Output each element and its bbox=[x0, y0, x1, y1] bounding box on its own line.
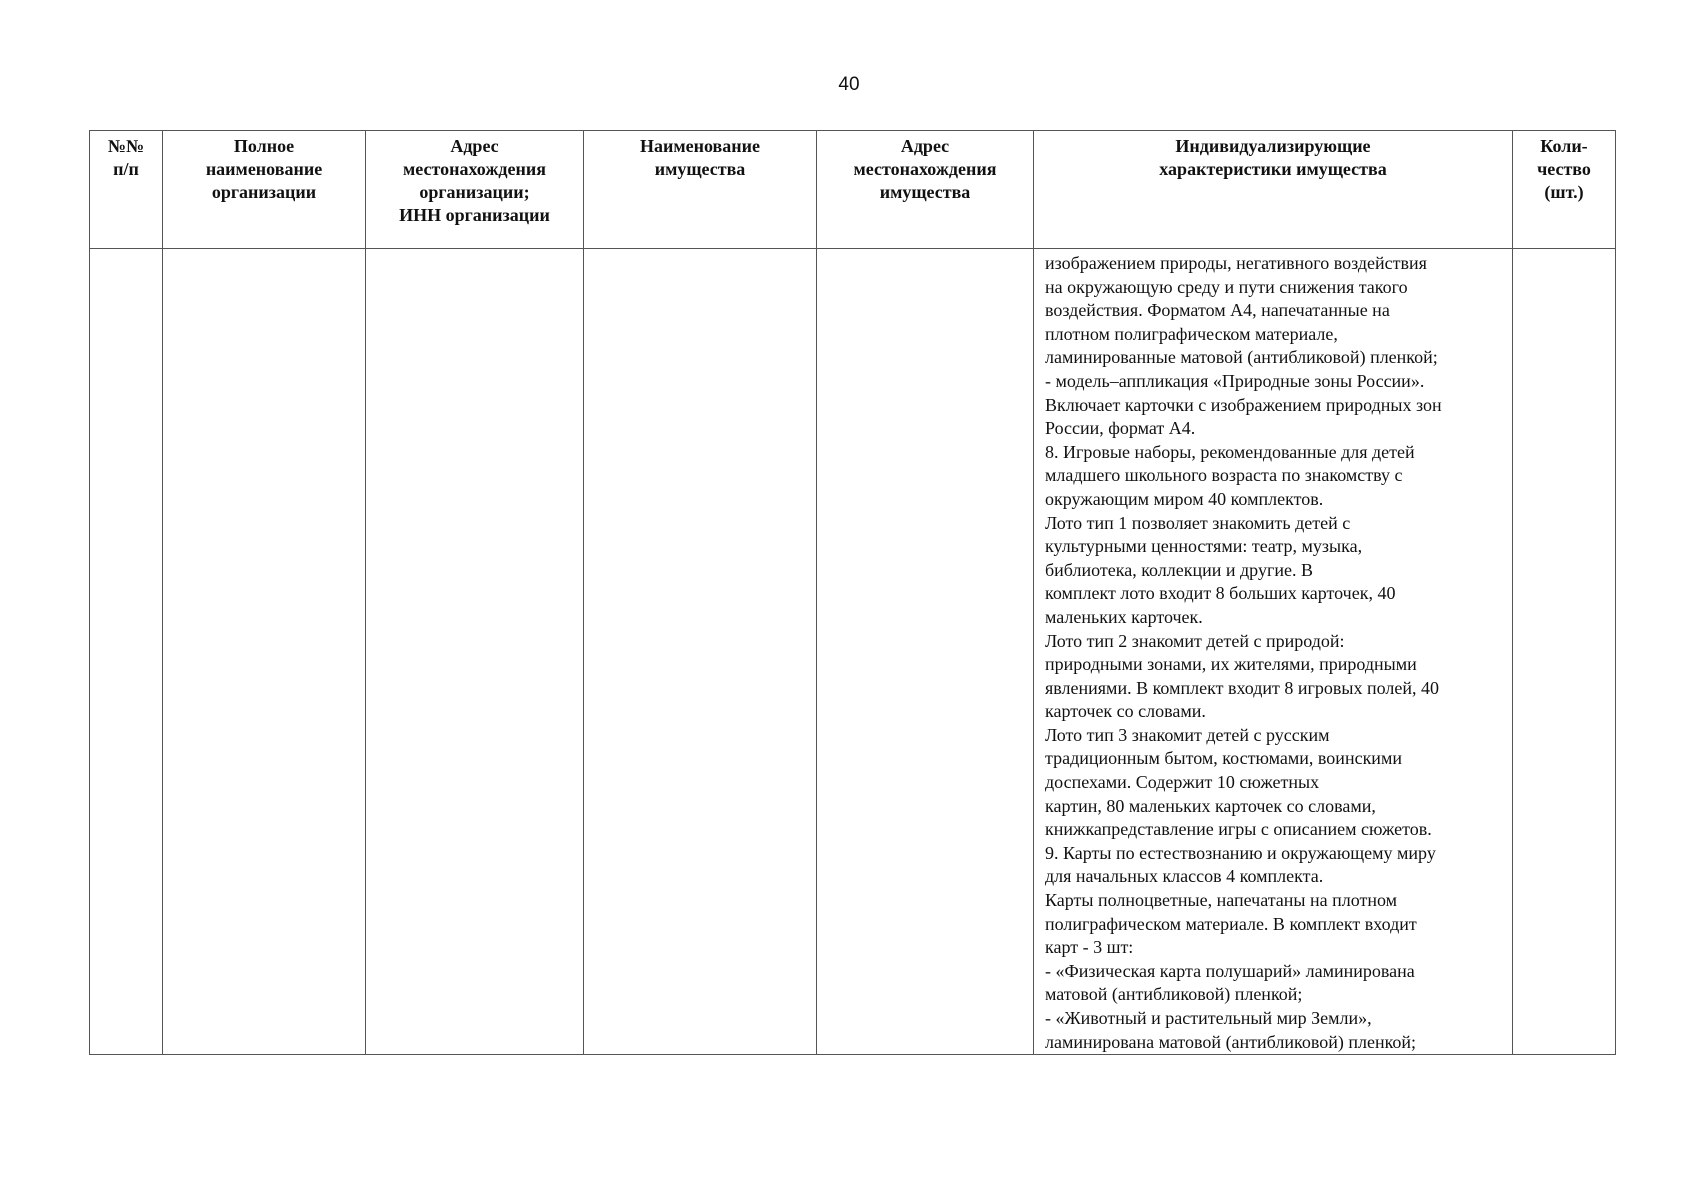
characteristics-line: карточек со словами. bbox=[1045, 701, 1206, 722]
characteristics-line: явлениями. В комплект входит 8 игровых полей, 40 bbox=[1045, 677, 1440, 698]
header-line: Наименование bbox=[640, 136, 760, 156]
header-quantity bbox=[1513, 131, 1616, 249]
header-line: местонахождения bbox=[403, 159, 546, 179]
characteristics-line: культурными ценностями: театр, музыка, bbox=[1045, 536, 1363, 557]
characteristics-line: 9. Карты по естествознанию и окружающему миру bbox=[1045, 842, 1436, 863]
page-number: 40 bbox=[838, 74, 860, 95]
header-property-characteristics bbox=[1034, 131, 1513, 249]
characteristics-line: России, формат А4. bbox=[1045, 418, 1196, 439]
characteristics-line: 8. Игровые наборы, рекомендованные для детей bbox=[1045, 441, 1415, 462]
characteristics-line: для начальных классов 4 комплекта. bbox=[1045, 866, 1324, 887]
header-line: ИНН организации bbox=[399, 205, 550, 225]
table-header-row bbox=[90, 131, 1616, 249]
header-line: организации bbox=[211, 182, 317, 202]
characteristics-line: изображением природы, негативного воздействия bbox=[1045, 253, 1427, 273]
characteristics-line: карт - 3 шт: bbox=[1045, 937, 1134, 958]
header-line: имущества bbox=[654, 159, 746, 179]
header-line: (шт.) bbox=[1544, 182, 1584, 202]
header-line: характеристики имущества bbox=[1159, 159, 1387, 179]
header-property-name bbox=[584, 131, 817, 249]
characteristics-line: младшего школьного возраста по знакомству с bbox=[1045, 465, 1403, 486]
header-line: №№ bbox=[107, 136, 145, 156]
header-organization-name bbox=[163, 131, 366, 249]
cell-row-number bbox=[90, 249, 163, 1055]
characteristics-line: - «Животный и растительный мир Земли», bbox=[1045, 1008, 1372, 1028]
characteristics-line: плотном полиграфическом материале, bbox=[1045, 323, 1338, 344]
property-registry-table bbox=[89, 130, 1616, 1055]
header-line: имущества bbox=[879, 182, 971, 202]
characteristics-line: Включает карточки с изображением природных зон bbox=[1045, 394, 1442, 415]
header-line: местонахождения bbox=[853, 159, 997, 179]
header-property-address bbox=[817, 131, 1034, 249]
table-row bbox=[90, 249, 1616, 1055]
header-line: организации; bbox=[419, 182, 530, 202]
characteristics-line: - «Физическая карта полушарий» ламинирована bbox=[1045, 960, 1415, 981]
header-organization-address-inn bbox=[366, 131, 584, 249]
characteristics-line: комплект лото входит 8 больших карточек, 40 bbox=[1045, 583, 1396, 604]
characteristics-line: Лото тип 2 знакомит детей с природой: bbox=[1045, 630, 1345, 651]
characteristics-line: традиционным бытом, костюмами, воинскими bbox=[1045, 748, 1402, 769]
header-line: Адрес bbox=[900, 136, 950, 156]
header-line: Индивидуализирующие bbox=[1175, 136, 1371, 156]
header-line: Адрес bbox=[450, 136, 499, 156]
characteristics-line: полиграфическом материале. В комплект входит bbox=[1045, 913, 1417, 934]
characteristics-line: Лото тип 1 позволяет знакомить детей с bbox=[1045, 512, 1351, 533]
characteristics-line: матовой (антибликовой) пленкой; bbox=[1045, 984, 1303, 1005]
cell-property-characteristics bbox=[1034, 249, 1513, 1055]
characteristics-line: воздействия. Форматом А4, напечатанные на bbox=[1045, 300, 1390, 321]
characteristics-line: окружающим миром 40 комплектов. bbox=[1045, 488, 1324, 509]
characteristics-line: ламинирована матовой (антибликовой) пленкой; bbox=[1045, 1031, 1417, 1052]
header-line: Коли- bbox=[1540, 136, 1588, 156]
header-line: наименование bbox=[205, 159, 323, 179]
cell-organization-address-inn bbox=[366, 249, 584, 1055]
cell-organization-name bbox=[163, 249, 366, 1055]
characteristics-line: ламинированные матовой (антибликовой) пленкой; bbox=[1045, 347, 1438, 368]
characteristics-line: природными зонами, их жителями, природными bbox=[1045, 654, 1417, 675]
header-line: чество bbox=[1537, 159, 1591, 179]
characteristics-line: Лото тип 3 знакомит детей с русским bbox=[1045, 724, 1330, 745]
header-row-number bbox=[90, 131, 163, 249]
cell-property-address bbox=[817, 249, 1034, 1055]
characteristics-line: на окружающую среду и пути снижения такого bbox=[1045, 276, 1408, 297]
characteristics-line: книжкапредставление игры с описанием сюжетов. bbox=[1045, 819, 1432, 840]
characteristics-line: доспехами. Содержит 10 сюжетных bbox=[1045, 772, 1320, 793]
cell-quantity bbox=[1513, 249, 1616, 1055]
characteristics-line: библиотека, коллекции и другие. В bbox=[1045, 559, 1313, 580]
characteristics-line: маленьких карточек. bbox=[1045, 606, 1203, 627]
header-line: Полное bbox=[233, 136, 295, 156]
cell-property-name bbox=[584, 249, 817, 1055]
header-line: п/п bbox=[113, 159, 139, 179]
characteristics-line: - модель–аппликация «Природные зоны России». bbox=[1045, 370, 1425, 391]
characteristics-line: Карты полноцветные, напечатаны на плотном bbox=[1045, 890, 1398, 911]
characteristics-line: картин, 80 маленьких карточек со словами, bbox=[1045, 795, 1376, 816]
